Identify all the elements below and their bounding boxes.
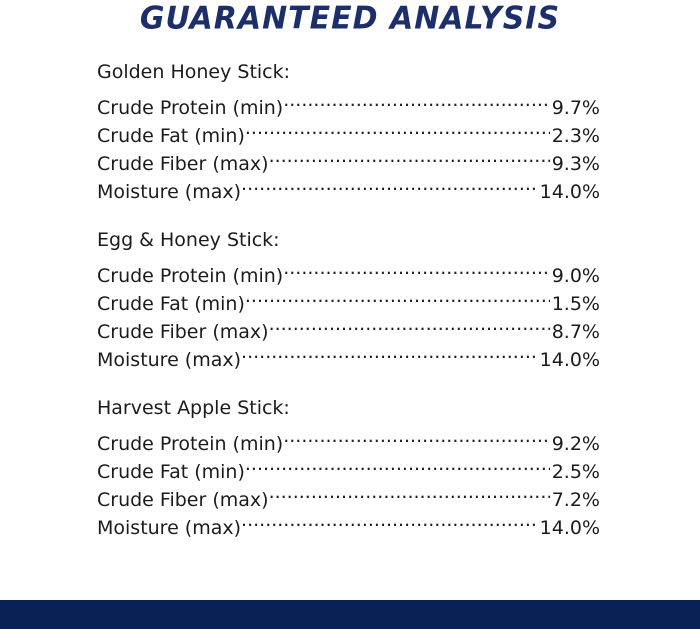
dot-leader [241,338,538,366]
row-value: 2.5% [551,461,600,483]
row-label: Crude Protein (min) [97,97,284,119]
row-label: Crude Protein (min) [97,433,284,455]
row-value: 14.0% [539,517,600,539]
dot-leader [241,170,538,198]
analysis-row [97,254,600,287]
analysis-content [97,58,600,562]
row-label: Crude Fiber (max) [97,153,269,175]
row-label: Moisture (max) [97,181,242,203]
dot-leader [283,422,550,450]
analysis-row [97,86,600,119]
footer-bar [0,600,700,629]
row-label: Moisture (max) [97,349,242,371]
dot-leader [269,478,550,506]
dot-leader [283,86,550,114]
section-title: Golden Honey Stick: [97,61,291,83]
section-egg-honey-stick [97,226,600,371]
analysis-row [97,422,600,455]
row-label: Crude Protein (min) [97,265,284,287]
row-value: 7.2% [551,489,600,511]
row-value: 9.2% [551,433,600,455]
dot-leader [245,450,550,478]
row-value: 14.0% [539,181,600,203]
page-title: GUARANTEED ANALYSIS [139,0,561,37]
row-value: 9.7% [551,97,600,119]
row-label: Crude Fiber (max) [97,321,269,343]
row-label: Moisture (max) [97,517,242,539]
row-value: 1.5% [551,293,600,315]
row-value: 14.0% [539,349,600,371]
dot-leader [245,282,550,310]
row-value: 2.3% [551,125,600,147]
section-harvest-apple-stick [97,394,600,539]
dot-leader [269,310,550,338]
section-golden-honey-stick [97,58,600,203]
dot-leader [283,254,550,282]
row-label: Crude Fat (min) [97,293,245,315]
row-value: 8.7% [551,321,600,343]
section-title: Harvest Apple Stick: [97,397,290,419]
row-value: 9.0% [551,265,600,287]
row-label: Crude Fiber (max) [97,489,269,511]
dot-leader [245,114,550,142]
dot-leader [241,506,538,534]
row-label: Crude Fat (min) [97,125,245,147]
section-title: Egg & Honey Stick: [97,229,280,251]
row-value: 9.3% [551,153,600,175]
dot-leader [269,142,550,170]
row-label: Crude Fat (min) [97,461,245,483]
